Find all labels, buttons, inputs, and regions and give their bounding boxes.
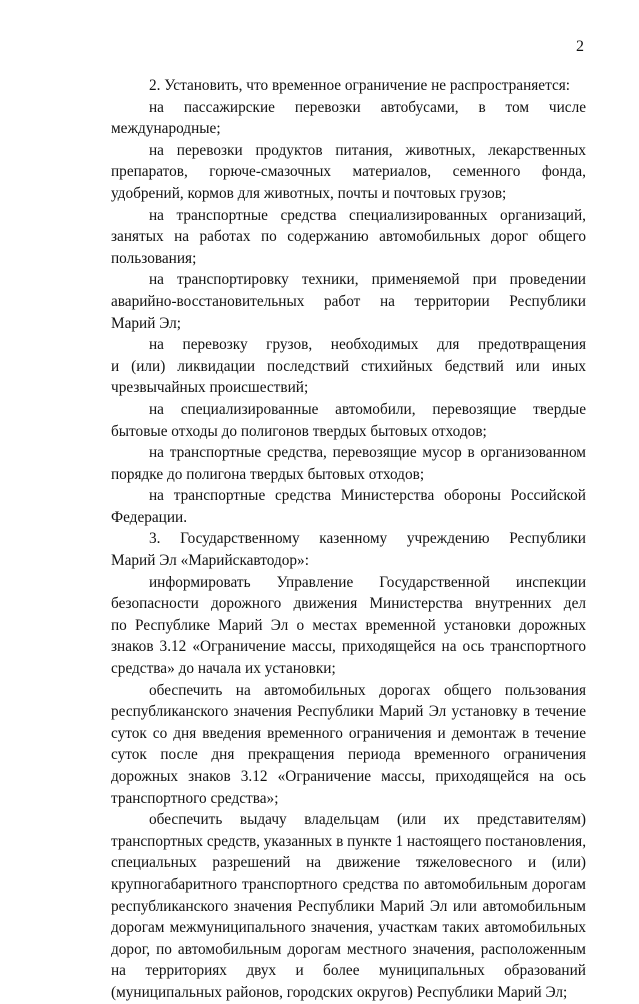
text-line: занятых на работах по содержанию автомобильных дорог общего (111, 228, 586, 246)
text-line: на территориях двух и более муниципальных образований (111, 962, 586, 980)
text-line: средства» до начала их установки; (111, 660, 336, 678)
text-line: удобрений, кормов для животных, почты и почтовых грузов; (111, 184, 507, 202)
text-line: республиканского значения Республики Марий Эл или автомобильным (111, 897, 586, 915)
text-line: препаратов, горюче-смазочных материалов, семенного фонда, (111, 163, 586, 181)
text-line: 2. Установить, что временное ограничение не распространяется: (149, 77, 571, 94)
text-line: суток со дня введения временного ограничения и демонтаж в течение (111, 724, 586, 742)
text-line: на перевозки продуктов питания, животных, лекарственных (149, 141, 586, 159)
text-line: безопасности дорожного движения Министерства внутренних дел (111, 595, 586, 613)
text-line: республиканского значения Республики Марий Эл установку в течение (111, 703, 586, 721)
text-line: на перевозку грузов, необходимых для предотвращения (149, 336, 586, 354)
text-line: (муниципальных районов, городских округов) Республики Марий Эл; (111, 983, 568, 1001)
text-line: на специализированные автомобили, перевозящие твердые (149, 400, 586, 418)
text-line: дорогам межмуниципального значения, участкам таких автомобильных (111, 919, 586, 937)
text-line: обеспечить на автомобильных дорогах общего пользования (149, 681, 586, 699)
text-line: обеспечить выдачу владельцам (или их представителям) (149, 811, 586, 829)
text-line: международные; (111, 120, 221, 138)
page-number: 2 (576, 38, 584, 55)
document-body (111, 75, 586, 1004)
text-line: крупногабаритного транспортного средства по автомобильным дорогам (111, 875, 586, 893)
text-line: на транспортные средства Министерства обороны Российской (149, 487, 586, 505)
text-line: транспортных средств, указанных в пункте 1 настоящего постановления, (111, 832, 586, 850)
text-line: пользования; (111, 249, 197, 267)
text-line: и (или) ликвидации последствий стихийных бедствий или иных (111, 357, 586, 375)
text-line: аварийно-восстановительных работ на территории Республики (111, 292, 586, 310)
text-line: на транспортные средства специализированных организаций, (149, 206, 586, 224)
text-line: специальных разрешений на движение тяжеловесного и (или) (111, 854, 586, 872)
text-line: знаков 3.12 «Ограничение массы, приходящейся на ось транспортного (111, 638, 586, 656)
text-line: суток после дня прекращения периода временного ограничения (111, 746, 586, 764)
text-line: Федерации. (111, 508, 188, 526)
text-line: на транспортные средства, перевозящие мусор в организованном (149, 444, 586, 462)
text-line: порядке до полигона твердых бытовых отходов; (111, 465, 425, 483)
text-line: на транспортировку техники, применяемой при проведении (149, 271, 586, 289)
text-line: чрезвычайных происшествий; (111, 379, 309, 397)
text-line: по Республике Марий Эл о местах временной установки дорожных (111, 616, 586, 634)
text-line: на пассажирские перевозки автобусами, в том числе (149, 98, 586, 116)
text-line: Марий Эл; (111, 314, 182, 332)
text-line: дорог, по автомобильным дорогам местного значения, расположенным (111, 940, 586, 958)
text-line: Марий Эл «Марийскавтодор»: (111, 552, 309, 570)
text-line: 3. Государственному казенному учреждению Республики (149, 530, 586, 548)
text-line: бытовые отходы до полигонов твердых бытовых отходов; (111, 422, 487, 440)
text-line: информировать Управление Государственной инспекции (149, 573, 586, 591)
text-line: транспортного средства»; (111, 789, 279, 807)
text-line: дорожных знаков 3.12 «Ограничение массы, приходящейся на ось (111, 768, 586, 785)
